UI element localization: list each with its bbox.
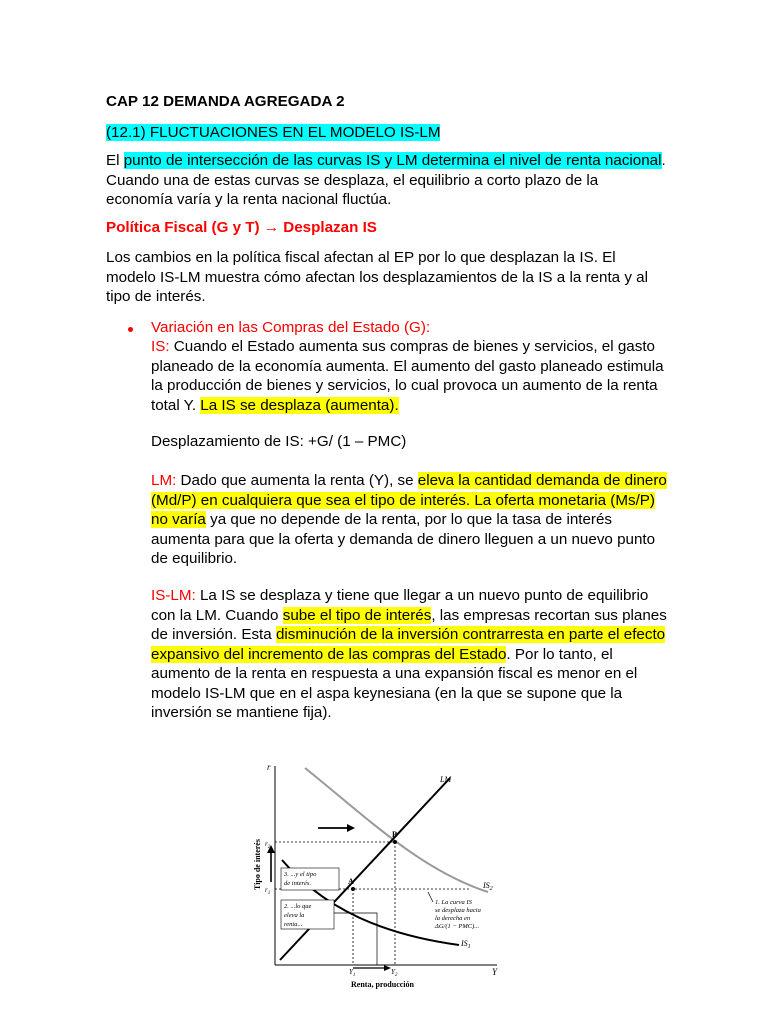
lm-paragraph — [151, 471, 671, 569]
islm-text3: . Por lo tanto, el aumento de la renta en respuesta a una expansión fiscal es menor en el modelo IS-LM que en el aspa keynesiana (en la que se supone que la inversión se mantiene fija). — [151, 645, 638, 721]
is1-label: $IS_1$ — [461, 939, 471, 950]
lm-highlight: eleva la cantidad demanda de dinero (Md/P) en cualquiera que sea el tipo de interés. La oferta monetaria (Ms/P) no varía — [151, 472, 667, 528]
note1-text: 1. La curva IS se desplaza hacia la derecha en ΔG/(1 − PMC)... — [435, 899, 481, 930]
islm-text2: , las empresas recortan sus planes de inversión. Esta — [151, 606, 667, 643]
point-a-marker — [351, 887, 355, 891]
lm-label: LM — [440, 775, 452, 784]
bullet-icon — [128, 320, 138, 340]
r1-label: $r_1$ — [265, 886, 271, 896]
intro-highlight: punto de intersección de las curvas IS y LM determina el nivel de renta nacional — [123, 152, 662, 169]
islm-text1: La IS se desplaza y tiene que llegar a un nuevo punto de equilibrio con la LM. Cuando — [151, 587, 649, 624]
islm-highlight1: sube el tipo de interés — [282, 606, 432, 624]
point-b-marker — [393, 840, 397, 844]
shift-formula: Desplazamiento de IS: +G/ (1 – PMC) — [151, 433, 407, 450]
y-axis-symbol: r — [267, 762, 271, 772]
intro-prefix: El — [106, 152, 124, 169]
note2-text: 2. ...lo que eleva la renta... — [284, 903, 312, 928]
x-axis-label: Renta, producción — [351, 980, 414, 989]
note1-leader — [428, 892, 433, 902]
islm-highlight2: disminución de la inversión contrarresta en parte el efecto expansivo del incremento de las compras del Estado — [151, 626, 666, 663]
point-a-label: A — [348, 877, 354, 886]
intro-paragraph — [106, 151, 666, 210]
is-highlight: La IS se desplaza (aumenta). — [200, 396, 399, 414]
is-text: Cuando el Estado aumenta sus compras de bienes y servicios, el gasto planeado de la economía aumenta. El aumento del gasto planeado estimula la producción de bienes y servicios, lo cual provoca un aumento de la renta total Y. — [151, 338, 664, 414]
policy-heading — [106, 218, 666, 238]
is-label: IS: — [151, 338, 170, 355]
y1-label: $Y_1$ — [349, 968, 356, 978]
lm-text1: Dado que aumenta la renta (Y), se — [176, 472, 418, 489]
is-paragraph — [151, 337, 671, 415]
policy-heading-text2: Desplazan IS — [279, 219, 377, 236]
x-axis-symbol: Y — [492, 967, 498, 977]
y-axis-label: Tipo de interés — [253, 839, 262, 890]
intro-rest: . Cuando una de estas curvas se desplaza, el equilibrio a corto plazo de la economía varía y la renta nacional fluctúa. — [106, 152, 666, 208]
lm-label: LM: — [151, 472, 177, 489]
is2-label: $IS_2$ — [483, 881, 493, 892]
policy-paragraph: Los cambios en la política fiscal afectan al EP por lo que desplazan la IS. El modelo IS-LM muestra cómo afectan los desplazamientos de la IS a la renta y al tipo de interés. — [106, 249, 648, 305]
r2-label: $r_2$ — [265, 840, 271, 850]
policy-heading-text: Política Fiscal (G y T) — [106, 219, 264, 236]
note3-text: 3. ...y el tipo de interés. — [284, 871, 317, 887]
y2-label: $Y_2$ — [391, 968, 398, 978]
income-arrowhead-icon — [384, 965, 391, 971]
lm-text2: ya que no depende de la renta, por lo que la tasa de interés aumenta para que la oferta y demanda de dinero lleguen a un nuevo punto de equilibrio. — [151, 511, 656, 567]
bullet-heading: Variación en las Compras del Estado (G): — [151, 319, 431, 336]
islm-label: IS-LM: — [151, 587, 196, 604]
shift-arrowhead-icon — [347, 824, 355, 832]
chapter-title: CAP 12 DEMANDA AGREGADA 2 — [106, 93, 345, 110]
right-arrow-icon: → — [263, 219, 280, 236]
point-b-label: B — [392, 830, 398, 839]
islm-paragraph — [151, 586, 671, 723]
note2-leader — [334, 913, 377, 965]
section-heading — [106, 123, 666, 143]
section-heading-text: (12.1) FLUCTUACIONES EN EL MODELO IS-LM — [106, 124, 441, 141]
islm-diagram — [245, 760, 515, 995]
